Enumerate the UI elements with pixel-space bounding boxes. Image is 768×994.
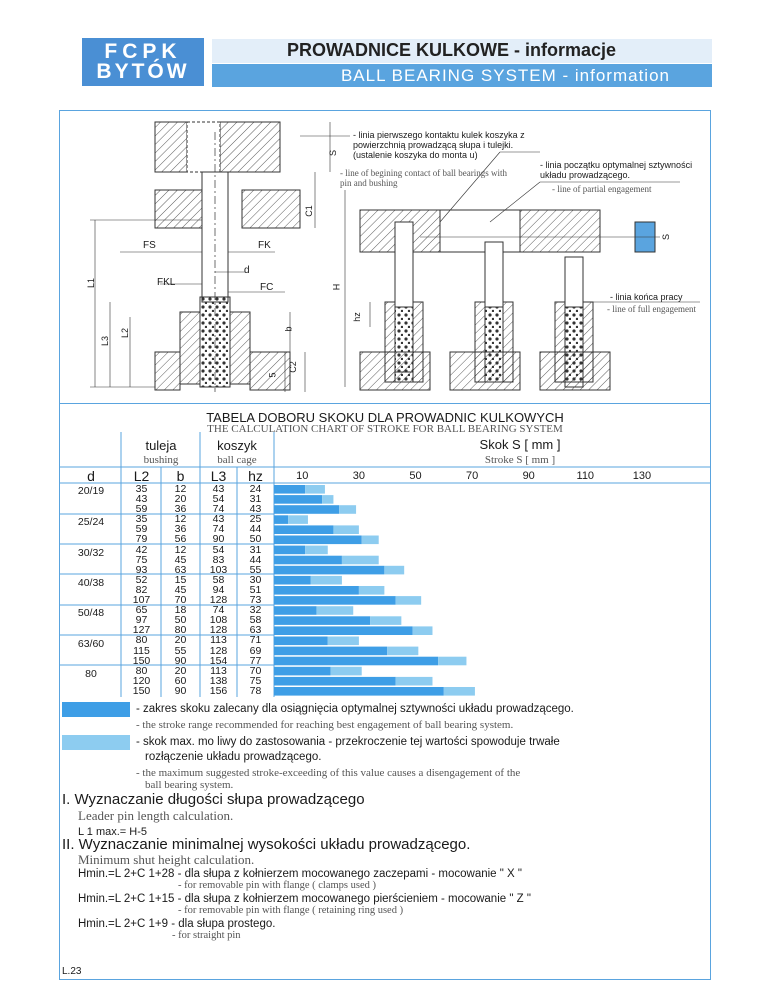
column-b — [161, 484, 200, 696]
legend-max-en-1: - the maximum suggested stroke-exceeding of this value causes a disengagement of the — [136, 767, 521, 779]
cell-L2: 43 — [135, 493, 148, 506]
label-d: d — [244, 265, 250, 276]
page-subtitle: BALL BEARING SYSTEM - information — [340, 66, 670, 85]
cell-L3: 113 — [210, 664, 227, 677]
axis-tick-label: 50 — [409, 470, 422, 482]
label-S: S — [328, 149, 339, 157]
bar-max — [444, 687, 475, 696]
cell-hz: 75 — [249, 674, 262, 687]
d-group-5: 50/48 — [77, 607, 105, 619]
cell-L2: 35 — [135, 483, 148, 495]
cell-L2: 120 — [132, 674, 151, 687]
cell-hz: 55 — [249, 563, 262, 576]
legend-swatch-recommended — [62, 702, 130, 717]
cell-L3: 74 — [212, 523, 225, 536]
cell-L2: 80 — [135, 664, 148, 677]
bar-max — [438, 657, 466, 666]
bar-max — [396, 596, 421, 605]
column-hz — [237, 484, 274, 696]
cell-L2: 127 — [132, 624, 151, 637]
logo-bottom-text: BYTÓW — [96, 60, 190, 83]
col-hz: hz — [248, 468, 263, 484]
bar-max — [362, 536, 379, 545]
bar-max — [322, 495, 333, 504]
note-first-contact-pl: - linia pierwszego kontaktu kulek koszyka z powierzchnią prowadzącą słupa i tulejki. (ustalenie koszyka do monta u) — [353, 130, 525, 160]
cell-b: 80 — [174, 624, 187, 637]
cell-hz: 32 — [249, 604, 262, 617]
label-b: b — [283, 326, 294, 332]
cell-L2: 59 — [135, 503, 148, 516]
cell-b: 63 — [174, 563, 187, 576]
cell-hz: 77 — [249, 654, 262, 667]
bar-recommended — [274, 485, 305, 494]
group-cage: koszyk — [217, 438, 257, 453]
cell-L2: 150 — [132, 684, 151, 697]
column-L3 — [200, 484, 237, 696]
bar-recommended — [274, 606, 316, 615]
cell-b: 45 — [174, 553, 187, 566]
bar-max — [288, 515, 308, 524]
label-L1: L1 — [86, 277, 97, 289]
col-L3: L3 — [210, 468, 227, 484]
cell-L3: 103 — [209, 563, 228, 576]
cell-hz: 73 — [249, 594, 262, 607]
bar-recommended — [274, 536, 362, 545]
page-title: PROWADNICE KULKOWE - informacje — [286, 40, 616, 60]
bar-recommended — [274, 596, 396, 605]
cell-L3: 113 — [210, 634, 227, 647]
bar-max — [305, 485, 325, 494]
cell-L2: 82 — [135, 583, 148, 596]
bar-recommended — [274, 637, 328, 646]
axis-tick-label: 10 — [296, 470, 309, 482]
cell-L2: 65 — [135, 604, 148, 617]
cell-L2: 80 — [135, 634, 148, 647]
bar-recommended — [274, 546, 305, 555]
cell-L3: 54 — [212, 493, 225, 506]
label-H: H — [331, 283, 342, 291]
label-C2: C2 — [287, 361, 298, 373]
cell-hz: 25 — [249, 513, 262, 526]
cell-b: 12 — [174, 513, 187, 526]
label-L3: L3 — [100, 335, 111, 347]
note-first-contact-en: - line of begining contact of ball bearings with pin and bushing — [340, 168, 507, 188]
formula-1: Hmin.=L 2+C 1+28 - dla słupa z kołnierzem mocowanego zaczepami - mocowanie " X " — [78, 868, 522, 880]
section1-subtitle: Leader pin length calculation. — [78, 808, 234, 823]
cell-L3: 90 — [212, 533, 225, 546]
cell-hz: 24 — [249, 483, 262, 495]
note-partial-pl: - linia początku optymalnej sztywności układu prowadzącego. — [540, 160, 693, 180]
section2-title: II. Wyznaczanie minimalnej wysokości układu prowadzącego. — [62, 836, 471, 853]
table-subtitle: THE CALCULATION CHART OF STROKE FOR BALL BEARING SYSTEM — [207, 423, 563, 435]
section-divider — [59, 403, 710, 404]
axis-tick-label: 70 — [465, 470, 479, 482]
label-FKL: FKL — [157, 277, 176, 288]
bar-recommended — [274, 647, 387, 656]
note-full-en: - line of full engagement — [607, 304, 696, 314]
note-partial-en: - line of partial engagement — [552, 184, 652, 194]
cell-hz: 78 — [249, 684, 262, 697]
section1-formula: L 1 max.= H-5 — [78, 826, 147, 838]
cell-hz: 44 — [249, 553, 262, 566]
cell-L2: 97 — [135, 614, 148, 627]
cell-L3: 74 — [212, 503, 225, 516]
legend-max-en-2: ball bearing system. — [145, 779, 234, 791]
left-assembly — [90, 122, 350, 392]
logo-top-text: FCPK — [104, 40, 182, 63]
section2-subtitle: Minimum shut height calculation. — [78, 852, 255, 867]
cell-hz: 69 — [249, 644, 262, 657]
cell-b: 12 — [174, 483, 187, 495]
legend-recommended-pl: - zakres skoku zalecany dla osiągnięcia optymalnej sztywności układu prowadzącego. — [136, 703, 574, 715]
group-bushing: tuleja — [145, 438, 177, 453]
cell-L2: 93 — [135, 563, 148, 576]
cell-L2: 59 — [135, 523, 148, 536]
cell-L2: 115 — [133, 644, 150, 657]
cell-b: 18 — [174, 604, 187, 617]
stroke-chart — [274, 484, 710, 696]
cell-hz: 58 — [249, 614, 262, 627]
column-L2 — [122, 484, 161, 696]
cell-b: 90 — [174, 684, 187, 697]
bar-recommended — [274, 556, 342, 565]
bar-max — [342, 556, 379, 565]
cell-b: 56 — [174, 533, 187, 546]
axis-tick-label: 130 — [632, 470, 652, 482]
bar-recommended — [274, 576, 311, 585]
bar-recommended — [274, 616, 370, 625]
cell-L3: 94 — [212, 583, 225, 596]
cell-hz: 43 — [249, 503, 262, 516]
bar-max — [384, 566, 404, 575]
bar-max — [333, 525, 358, 534]
formula-1-en: - for removable pin with flange ( clamps used ) — [178, 880, 376, 891]
label-FK: FK — [258, 240, 271, 251]
bar-recommended — [274, 687, 444, 696]
formula-2: Hmin.=L 2+C 1+15 - dla słupa z kołnierzem mocowanego pierścieniem - mocowanie " Z " — [78, 893, 531, 905]
table-title: TABELA DOBORU SKOKU DLA PROWADNIC KULKOWYCH — [206, 410, 564, 425]
company-logo — [82, 38, 204, 86]
axis-tick-label: 90 — [522, 470, 535, 482]
cell-L3: 74 — [212, 604, 225, 617]
bar-max — [359, 586, 384, 595]
cell-hz: 71 — [249, 634, 262, 647]
cell-hz: 44 — [249, 523, 262, 536]
cell-b: 36 — [174, 503, 187, 516]
cell-hz: 30 — [249, 573, 262, 586]
cell-b: 50 — [174, 614, 187, 627]
bar-recommended — [274, 525, 333, 534]
cell-b: 36 — [174, 523, 187, 536]
cell-L2: 79 — [135, 533, 148, 546]
cell-hz: 51 — [249, 583, 262, 596]
cell-L3: 58 — [212, 573, 225, 586]
bar-max — [396, 677, 433, 686]
legend-recommended-en: - the stroke range recommended for reaching best engagement of ball bearing system. — [136, 719, 514, 731]
cell-L2: 52 — [135, 573, 148, 586]
bar-recommended — [274, 657, 438, 666]
cell-hz: 31 — [249, 543, 262, 556]
bar-max — [413, 626, 433, 635]
legend-swatch-max — [62, 735, 130, 750]
cell-hz: 63 — [249, 624, 262, 637]
label-FS: FS — [143, 240, 156, 251]
cell-L3: 138 — [209, 674, 228, 687]
col-d: d — [87, 468, 95, 484]
bar-max — [331, 667, 362, 676]
cell-L2: 42 — [135, 543, 148, 556]
label-C1: C1 — [303, 205, 314, 217]
cell-b: 70 — [174, 594, 187, 607]
col-L2: L2 — [133, 468, 150, 484]
axis-tick-label: 30 — [352, 470, 366, 482]
cell-L3: 83 — [212, 553, 225, 566]
cell-b: 55 — [174, 644, 187, 657]
d-group-2: 25/24 — [77, 516, 105, 528]
d-group-7: 80 — [85, 668, 97, 680]
label-hz: hz — [351, 312, 362, 322]
group-cage-en: ball cage — [217, 454, 257, 466]
cell-b: 90 — [174, 654, 187, 667]
bar-max — [339, 505, 356, 514]
bar-max — [316, 606, 353, 615]
bar-max — [305, 546, 328, 555]
formula-2-en: - for removable pin with flange ( retaining ring used ) — [178, 905, 404, 916]
cell-L2: 35 — [135, 513, 148, 526]
d-group-3: 30/32 — [77, 547, 105, 559]
note-full-pl: - linia końca pracy — [610, 292, 683, 302]
cell-b: 20 — [174, 493, 187, 506]
label-5: 5 — [267, 372, 278, 378]
cell-L3: 108 — [209, 614, 228, 627]
cell-b: 12 — [174, 543, 187, 556]
bar-recommended — [274, 505, 339, 514]
bar-recommended — [274, 495, 322, 504]
d-group-6: 63/60 — [77, 638, 105, 650]
axis-tick-label: 110 — [576, 470, 595, 482]
bar-max — [370, 616, 401, 625]
cell-L2: 150 — [132, 654, 151, 667]
legend-max-pl-2: rozłączenie układu prowadzącego. — [145, 751, 322, 763]
bar-max — [328, 637, 359, 646]
cell-L3: 54 — [212, 543, 225, 556]
cell-L2: 107 — [132, 594, 151, 607]
bar-recommended — [274, 667, 331, 676]
bar-recommended — [274, 677, 396, 686]
bar-max — [311, 576, 342, 585]
title-bar-pl — [212, 39, 712, 63]
d-group-4: 40/38 — [77, 577, 105, 589]
bar-recommended — [274, 566, 384, 575]
bar-recommended — [274, 515, 288, 524]
legend-max-pl-1: - skok max. mo liwy do zastosowania - przekroczenie tej wartości spowoduje trwałe — [136, 736, 560, 748]
label-FC: FC — [260, 282, 274, 293]
title-bar-en — [212, 64, 712, 87]
group-stroke-en: Stroke S [ mm ] — [484, 454, 556, 466]
cell-b: 15 — [174, 573, 187, 586]
formula-3: Hmin.=L 2+C 1+9 - dla słupa prostego. — [78, 918, 276, 930]
bar-recommended — [274, 586, 359, 595]
cell-L3: 43 — [212, 513, 225, 526]
cell-L3: 43 — [212, 483, 225, 495]
col-b: b — [176, 468, 185, 484]
bar-recommended — [274, 626, 413, 635]
section1-title: I. Wyznaczanie długości słupa prowadzącego — [62, 791, 365, 808]
cell-b: 45 — [174, 583, 187, 596]
cell-L3: 156 — [209, 684, 228, 697]
cell-L3: 128 — [209, 594, 228, 607]
group-stroke: Skok S [ mm ] — [479, 437, 561, 452]
group-bushing-en: bushing — [143, 454, 179, 466]
label-L2: L2 — [120, 327, 131, 339]
formula-3-en: - for straight pin — [172, 930, 241, 941]
bar-max — [387, 647, 418, 656]
label-S-right: S — [661, 233, 672, 241]
cell-L3: 154 — [209, 654, 228, 667]
d-group-1: 20/19 — [77, 485, 105, 497]
cell-b: 60 — [174, 674, 187, 687]
cell-L3: 128 — [209, 624, 228, 637]
cell-hz: 31 — [249, 493, 262, 506]
cell-b: 20 — [174, 664, 187, 677]
cell-b: 20 — [174, 634, 187, 647]
cell-hz: 70 — [249, 664, 262, 677]
page-number: L.23 — [62, 966, 82, 977]
cell-L2: 75 — [135, 553, 148, 566]
cell-L3: 128 — [209, 644, 228, 657]
cell-hz: 50 — [249, 533, 262, 546]
